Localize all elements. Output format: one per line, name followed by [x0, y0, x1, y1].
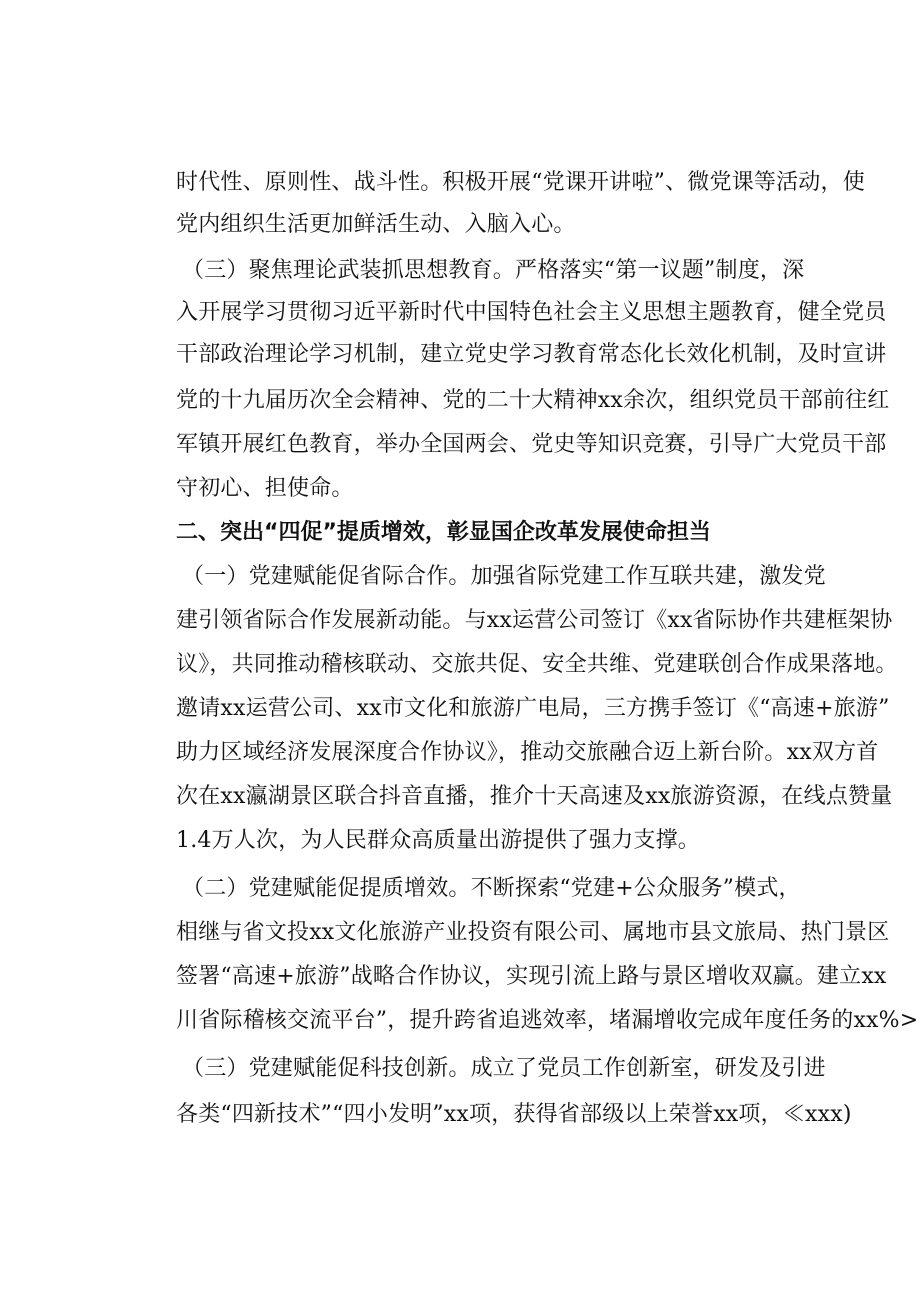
paragraph-line: 干部政治理论学习机制，建立党史学习教育常态化长效化机制，及时宣讲 [176, 342, 887, 367]
paragraph-line: 时代性、原则性、战斗性。积极开展“党课开讲啦”、微党课等活动，使 [176, 170, 865, 195]
paragraph-line: 守初心、担使命。 [176, 476, 354, 501]
paragraph-line: 各类“四新技术”“四小发明”xx项，获得省部级以上荣誉xx项，≪xxx) [176, 1102, 852, 1127]
paragraph-line: （二）党建赋能促提质增效。不断探索“党建+公众服务”模式， [182, 876, 801, 901]
paragraph-line: 次在xx瀛湖景区联合抖音直播，推介十天高速及xx旅游资源，在线点赞量 [176, 784, 893, 809]
paragraph-line: 党的十九届历次全会精神、党的二十大精神xx余次，组织党员干部前往红 [176, 388, 890, 413]
paragraph-line: 建引领省际合作发展新动能。与xx运营公司签订《xx省际协作共建框架协 [176, 608, 893, 633]
paragraph-line: 助力区域经济发展深度合作协议》，推动交旅融合迈上新台阶。xx双方首 [176, 740, 879, 765]
paragraph-line: 议》，共同推动稽核联动、交旅共促、安全共维、党建联创合作成果落地。 [176, 652, 898, 677]
paragraph-line: （一）党建赋能促省际合作。加强省际党建工作互联共建，激发党 [182, 564, 826, 589]
paragraph-line: 签署“高速+旅游”战略合作协议，实现引流上路与景区增收双赢。建立xx [176, 964, 887, 989]
paragraph-line: 1.4万人次，为人民群众高质量出游提供了强力支撑。 [176, 828, 700, 853]
paragraph-line: （三）党建赋能促科技创新。成立了党员工作创新室，研发及引进 [182, 1056, 826, 1081]
paragraph-line: （三）聚焦理论武装抓思想教育。严格落实“第一议题”制度，深 [182, 258, 805, 283]
paragraph-line: 邀请xx运营公司、xx市文化和旅游广电局，三方携手签订《“高速+旅游” [176, 696, 890, 721]
paragraph-line: 相继与省文投xx文化旅游产业投资有限公司、属地市县文旅局、热门景区 [176, 920, 890, 945]
paragraph-line: 党内组织生活更加鲜活生动、入脑入心。 [176, 212, 576, 237]
section-heading: 二、突出“四促”提质增效，彰显国企改革发展使命担当 [176, 520, 711, 545]
paragraph-line: 川省际稽核交流平台”，提升跨省追逃效率，堵漏增收完成年度任务的xx%> [176, 1008, 919, 1033]
paragraph-line: 军镇开展红色教育，举办全国两会、党史等知识竞赛，引导广大党员干部 [176, 432, 887, 457]
paragraph-line: 入开展学习贯彻习近平新时代中国特色社会主义思想主题教育，健全党员 [176, 300, 887, 325]
